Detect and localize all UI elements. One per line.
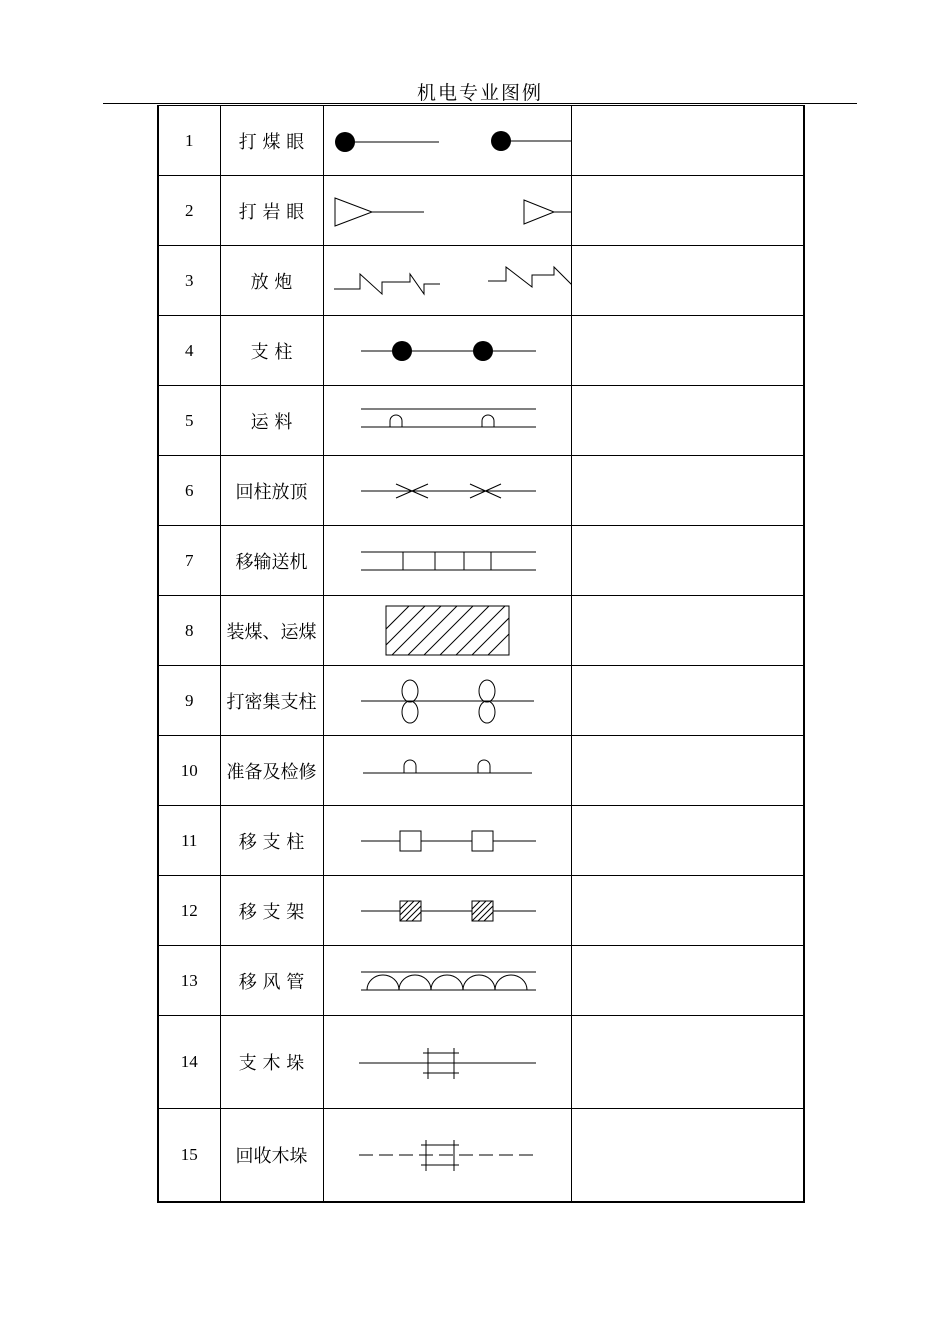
row-name: 打密集支柱 [220, 666, 323, 736]
arcs-rails-symbol [324, 947, 572, 1015]
note-cell [571, 736, 804, 806]
table-row [158, 386, 804, 456]
legend-table [157, 105, 805, 1203]
bullet-line-symbol [324, 107, 572, 175]
table-row [158, 736, 804, 806]
table-row [158, 246, 804, 316]
row-number: 5 [158, 386, 220, 456]
figure-eight-symbol [324, 667, 572, 735]
arch-rails-symbol [324, 387, 572, 455]
table-row [158, 316, 804, 386]
hatched-box-symbol [324, 597, 572, 665]
row-number: 15 [158, 1109, 220, 1202]
note-cell [571, 316, 804, 386]
ladder-symbol [324, 527, 572, 595]
note-cell [571, 946, 804, 1016]
table-row [158, 1109, 804, 1202]
note-cell [571, 1016, 804, 1109]
note-cell [571, 596, 804, 666]
table-row [158, 1016, 804, 1109]
table-row [158, 806, 804, 876]
note-cell [571, 876, 804, 946]
row-name: 运 料 [220, 386, 323, 456]
row-name: 移输送机 [220, 526, 323, 596]
row-name: 回收木垛 [220, 1109, 323, 1202]
header-rule [103, 103, 857, 104]
small-arch-line-symbol [324, 737, 572, 805]
table-row [158, 596, 804, 666]
row-name: 准备及检修 [220, 736, 323, 806]
row-number: 11 [158, 806, 220, 876]
row-name: 移 支 柱 [220, 806, 323, 876]
row-number: 2 [158, 176, 220, 246]
table-row [158, 666, 804, 736]
note-cell [571, 386, 804, 456]
table-row [158, 176, 804, 246]
row-number: 14 [158, 1016, 220, 1109]
row-name: 移 支 架 [220, 876, 323, 946]
row-name: 打 岩 眼 [220, 176, 323, 246]
triangle-line-symbol [324, 177, 572, 245]
row-number: 3 [158, 246, 220, 316]
row-number: 10 [158, 736, 220, 806]
row-number: 4 [158, 316, 220, 386]
row-name: 支 木 垛 [220, 1016, 323, 1109]
note-cell [571, 526, 804, 596]
note-cell [571, 456, 804, 526]
note-cell [571, 806, 804, 876]
table-row [158, 106, 804, 176]
table-row [158, 526, 804, 596]
note-cell [571, 246, 804, 316]
note-cell [571, 666, 804, 736]
row-name: 放 炮 [220, 246, 323, 316]
row-number: 8 [158, 596, 220, 666]
row-name: 移 风 管 [220, 946, 323, 1016]
dots-on-line-symbol [324, 317, 572, 385]
crib-line-symbol [324, 1017, 572, 1108]
table-row [158, 876, 804, 946]
crib-dashed-symbol [324, 1109, 572, 1200]
table-row [158, 946, 804, 1016]
row-name: 打 煤 眼 [220, 106, 323, 176]
row-number: 1 [158, 106, 220, 176]
row-number: 13 [158, 946, 220, 1016]
square-line-symbol [324, 807, 572, 875]
row-number: 12 [158, 876, 220, 946]
hatched-square-line-symbol [324, 877, 572, 945]
cross-line-symbol [324, 457, 572, 525]
page-title: 机电专业图例 [416, 82, 543, 104]
row-number: 6 [158, 456, 220, 526]
zigzag-symbol [324, 247, 572, 315]
row-name: 支 柱 [220, 316, 323, 386]
note-cell [571, 106, 804, 176]
table-row [158, 456, 804, 526]
note-cell [571, 176, 804, 246]
row-number: 7 [158, 526, 220, 596]
row-number: 9 [158, 666, 220, 736]
row-name: 回柱放顶 [220, 456, 323, 526]
note-cell [571, 1109, 804, 1202]
row-name: 装煤、运煤 [220, 596, 323, 666]
